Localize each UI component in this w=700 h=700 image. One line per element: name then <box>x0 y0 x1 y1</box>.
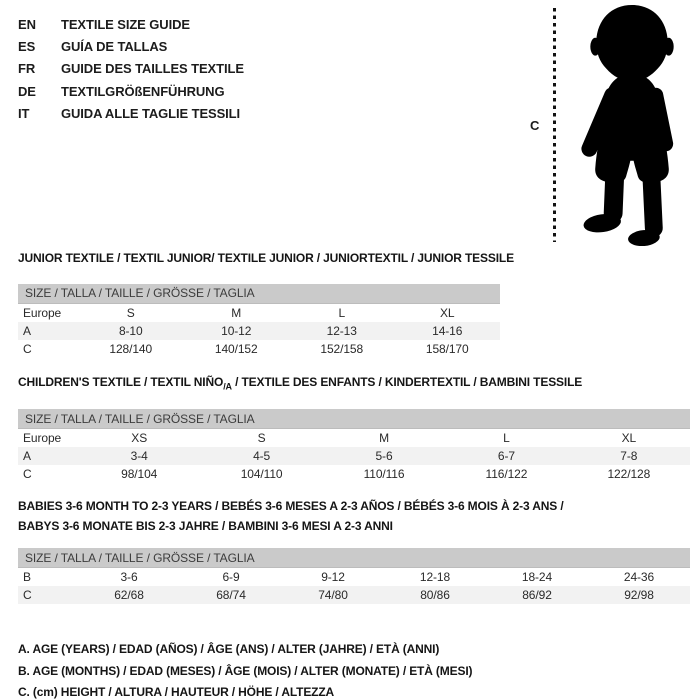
table-row-europe <box>18 304 500 322</box>
legend-age-years: A. AGE (YEARS) / EDAD (AÑOS) / ÂGE (ANS) / ALTER (JAHRE) / ETÀ (ANNI) <box>18 642 440 657</box>
children-size-table <box>18 409 690 483</box>
height-cell: 68/74 <box>216 588 246 603</box>
height-measure-label: C <box>530 118 540 133</box>
row-label: A <box>23 449 31 464</box>
row-label: Europe <box>23 431 62 446</box>
language-code: DE <box>18 83 36 99</box>
age-cell: 3-4 <box>130 449 148 464</box>
age-cell: 14-16 <box>432 323 463 338</box>
height-cell: 74/80 <box>318 588 348 603</box>
babies-title-line1: BABIES 3-6 MONTH TO 2-3 YEARS / BEBÉS 3-6 MESES A 2-3 AÑOS / BÉBÉS 3-6 MOIS À 2-3 ANS / <box>18 499 564 514</box>
guide-title-fr: GUIDE DES TAILLES TEXTILE <box>61 61 244 77</box>
children-title-subscript: /A <box>223 381 232 392</box>
height-cell: 110/116 <box>363 467 405 482</box>
age-cell: 10-12 <box>221 323 252 338</box>
babies-size-table <box>18 548 690 604</box>
size-cell: L <box>503 431 510 446</box>
height-cell: 104/110 <box>240 467 283 482</box>
language-code: IT <box>18 106 30 122</box>
guide-title-it: GUIDA ALLE TAGLIE TESSILI <box>61 106 241 122</box>
legend-age-months: B. AGE (MONTHS) / EDAD (MESES) / ÂGE (MOIS) / ALTER (MONATE) / ETÀ (MESI) <box>18 663 473 678</box>
language-code: ES <box>18 39 36 55</box>
size-cell: S <box>126 305 135 320</box>
size-table-header: SIZE / TALLA / TAILLE / GRÖSSE / TAGLIA <box>18 284 500 304</box>
age-cell: 8-10 <box>118 323 143 338</box>
height-cell: 158/170 <box>425 341 469 356</box>
size-cell: XS <box>131 431 148 446</box>
children-title-pre: CHILDREN'S TEXTILE / TEXTIL NIÑO <box>18 374 224 389</box>
table-row-height <box>18 586 690 604</box>
size-cell: M <box>379 431 389 446</box>
guide-title-en: TEXTILE SIZE GUIDE <box>61 16 190 32</box>
children-title-post: / TEXTILE DES ENFANTS / KINDERTEXTIL / BAMBINI TESSILE <box>231 374 583 389</box>
size-table-header: SIZE / TALLA / TAILLE / GRÖSSE / TAGLIA <box>18 409 690 429</box>
months-cell: 18-24 <box>521 570 553 585</box>
size-cell: S <box>257 431 266 446</box>
language-code: EN <box>18 16 36 32</box>
junior-size-table <box>18 284 500 358</box>
months-cell: 9-12 <box>321 570 345 585</box>
height-cell: 116/122 <box>485 467 528 482</box>
baby-silhouette-icon <box>561 3 700 246</box>
height-cell: 140/152 <box>214 341 258 356</box>
age-cell: 12-13 <box>326 323 357 338</box>
age-cell: 7-8 <box>620 449 638 464</box>
legend-height-cm: C. (cm) HEIGHT / ALTURA / HAUTEUR / HÖHE / ALTEZZA <box>18 685 335 700</box>
babies-section-title <box>18 496 700 536</box>
height-measure-dashed-line <box>553 8 556 242</box>
size-table-header: SIZE / TALLA / TAILLE / GRÖSSE / TAGLIA <box>18 548 690 568</box>
months-cell: 3-6 <box>120 570 138 585</box>
table-row-height <box>18 340 500 358</box>
table-row-age <box>18 322 500 340</box>
size-cell: M <box>231 305 242 320</box>
babies-title-line2: BABYS 3-6 MONATE BIS 2-3 JAHRE / BAMBINI 3-6 MESI A 2-3 ANNI <box>18 519 393 534</box>
language-code: FR <box>18 61 36 77</box>
months-cell: 12-18 <box>419 570 451 585</box>
guide-title-de: TEXTILGRÖßENFÜHRUNG <box>61 83 225 99</box>
age-cell: 6-7 <box>497 449 515 464</box>
row-label: B <box>23 570 31 585</box>
row-label: C <box>23 341 32 356</box>
junior-section-title: JUNIOR TEXTILE / TEXTIL JUNIOR/ TEXTILE JUNIOR / JUNIORTEXTIL / JUNIOR TESSILE <box>18 250 514 265</box>
height-cell: 86/92 <box>522 588 552 603</box>
row-label: Europe <box>23 305 62 320</box>
height-cell: 152/158 <box>320 341 364 356</box>
size-cell: L <box>338 305 346 320</box>
age-cell: 5-6 <box>375 449 393 464</box>
table-row-age <box>18 447 690 465</box>
height-cell: 80/86 <box>420 588 450 603</box>
children-section-title <box>18 375 700 393</box>
size-cell: XL <box>440 305 455 320</box>
row-label: C <box>23 588 32 603</box>
height-cell: 62/68 <box>114 588 144 603</box>
height-cell: 122/128 <box>607 467 651 482</box>
height-cell: 92/98 <box>624 588 654 603</box>
table-row-months <box>18 568 690 586</box>
table-row-europe <box>18 429 690 447</box>
row-label: C <box>23 467 32 482</box>
row-label: A <box>23 323 31 338</box>
height-cell: 128/140 <box>109 341 153 356</box>
guide-title-es: GUÍA DE TALLAS <box>61 39 168 55</box>
age-cell: 4-5 <box>253 449 271 464</box>
size-cell: XL <box>621 431 637 446</box>
months-cell: 6-9 <box>222 570 240 585</box>
height-cell: 98/104 <box>121 467 158 482</box>
months-cell: 24-36 <box>623 570 655 585</box>
table-row-height <box>18 465 690 483</box>
legend <box>18 639 700 700</box>
